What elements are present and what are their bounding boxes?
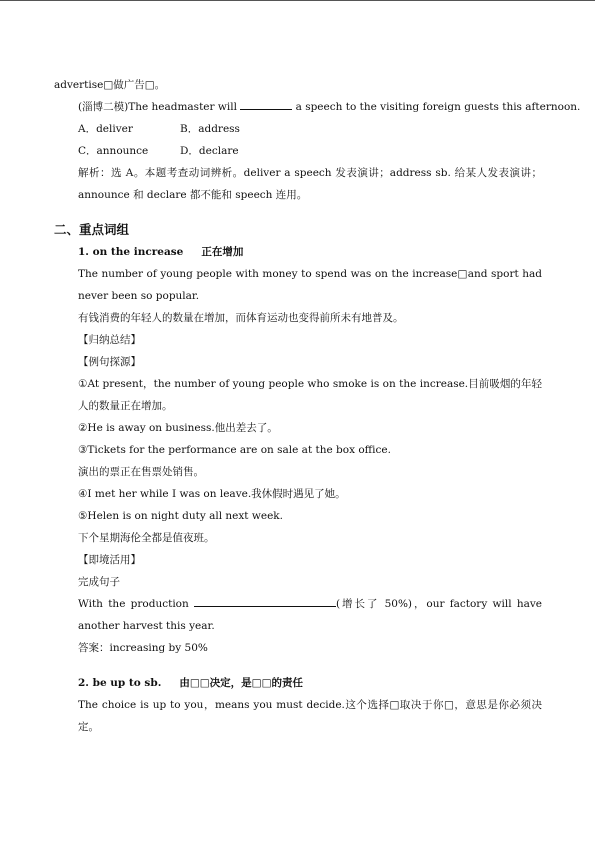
exercise-sentence — [54, 593, 542, 637]
exercise-text: With the production — [78, 598, 195, 610]
example-sentence: ②He is away on business.他出差去了。 — [78, 422, 278, 434]
analysis-text: 解析：选 A。本题考查动词辨析。deliver a speech 发表演讲；address sb. 给某人发表演讲；announce 和 declare 都不能和 speech 连用。 — [78, 167, 542, 201]
section-title: 二、重点词组 — [54, 222, 130, 237]
example-chinese: 有钱消费的年轻人的数量在增加，而体育运动也变得前所未有地普及。 — [78, 312, 404, 324]
options-row — [54, 140, 542, 162]
example-translation: 下个星期海伦全都是值夜班。 — [78, 532, 215, 544]
stem-text: a speech to the visiting foreign guests this afternoon. — [292, 101, 581, 113]
example-sentence: ③Tickets for the performance are on sale at the box office. — [78, 444, 391, 456]
document-page — [54, 74, 581, 738]
option-d: D．declare — [180, 145, 239, 157]
header-rule — [0, 0, 595, 1]
stem-text: (淄博二模)The headmaster will — [78, 101, 241, 113]
example-sentence: ⑤Helen is on night duty all next week. — [78, 510, 283, 522]
example-sentence: ④I met her while I was on leave.我休假时遇见了她。 — [78, 488, 346, 500]
phrase-heading — [54, 241, 542, 263]
phrase-title: 1. on the increase — [78, 246, 184, 258]
practice-label: 【即境活用】 — [78, 554, 141, 566]
example-sentence: The choice is up to you，means you must decide.这个选择□取决于你□，意思是你必须决定。 — [78, 699, 542, 733]
phrase-title: 2. be up to sb. — [78, 677, 162, 689]
question-stem — [54, 96, 581, 118]
example-translation: 演出的票正在售票处销售。 — [78, 466, 204, 478]
text-line: advertise□做广告□。 — [54, 79, 166, 91]
option-b: B．address — [180, 123, 240, 135]
answer-text: 答案：increasing by 50% — [78, 642, 208, 654]
option-a: A．deliver — [78, 123, 133, 135]
option-c: C．announce — [78, 145, 149, 157]
source-label: 【例句探源】 — [78, 356, 141, 368]
example-english: The number of young people with money to spend was on the increase□and sport had never been so popular. — [78, 268, 542, 302]
answer-blank — [194, 594, 336, 607]
task-label: 完成句子 — [78, 576, 120, 588]
answer-blank — [240, 97, 292, 110]
phrase-heading — [54, 672, 542, 694]
phrase-meaning: 正在增加 — [201, 246, 244, 258]
summary-label: 【归纳总结】 — [78, 334, 141, 346]
exercise-text: (增长了 50%)，our factory will have another harvest this year. — [78, 598, 543, 632]
options-row — [54, 118, 542, 140]
example-sentence: ①At present，the number of young people who smoke is on the increase.目前吸烟的年轻人的数量正在增加。 — [78, 378, 542, 412]
phrase-meaning: 由□□决定，是□□的责任 — [179, 677, 304, 689]
